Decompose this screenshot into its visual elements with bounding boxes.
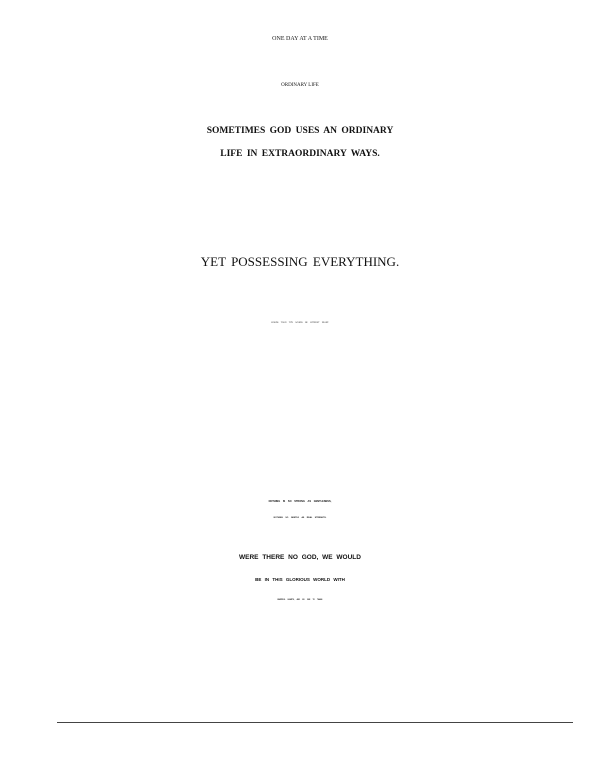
quote-line: NOTHING IS SO STRONG AS GENTLENESS, xyxy=(268,500,332,503)
quote-line: NOTHING SO GENTLE AS REAL STRENGTH. xyxy=(273,517,327,519)
quote-line: SOMETIMES GOD USES AN ORDINARY xyxy=(206,126,394,136)
page-title: ONE DAY AT A TIME xyxy=(272,36,328,42)
quote-line: BE IN THIS GLORIOUS WORLD WITH xyxy=(255,577,345,582)
quote-line: GRATEFUL HEARTS, AND NO ONE TO THANK. xyxy=(277,600,323,601)
quote-line: LIFE IN EXTRAORDINARY WAYS. xyxy=(220,149,380,159)
quote-line: WERE THERE NO GOD, WE WOULD xyxy=(239,554,361,561)
quote-line: YET POSSESSING EVERYTHING. xyxy=(200,254,400,269)
footer-divider xyxy=(57,722,573,723)
page-subtitle: ORDINARY LIFE xyxy=(281,83,319,88)
quote-line: WORDS THAN THY WORDS BE WITHOUT HEART. xyxy=(271,322,329,324)
